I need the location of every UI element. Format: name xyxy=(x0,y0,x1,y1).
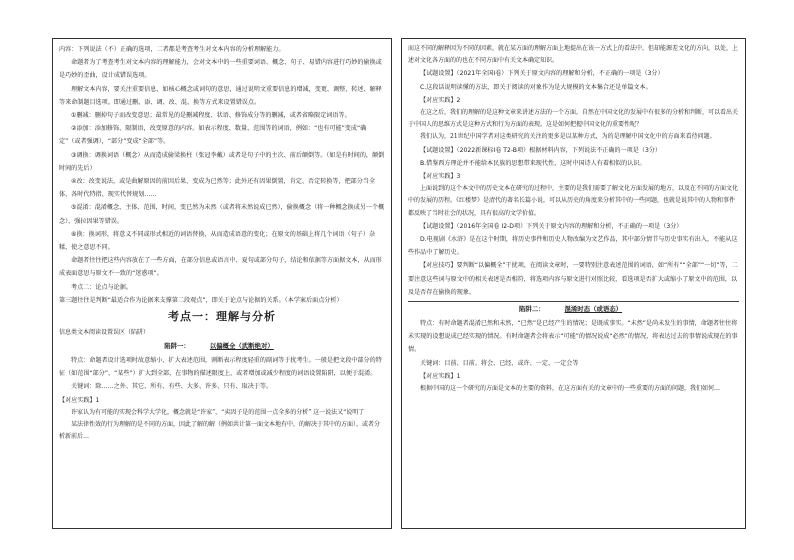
option: D.电视剧《水浒》是在这个时期，将历史事件和历史人物改编为文艺作品，其中部分情节与历史事实有出入，不能从这些作品中了解历史。 xyxy=(408,236,738,257)
trap-value: 以偏概全（武断绝对） xyxy=(209,342,274,351)
question-setting: 【试题设置】（2022新课标Ⅰ卷 T2-B项）根据材料内容，下列说法不正确的一项是（3分） xyxy=(420,146,662,154)
paragraph: 理解文本内容，要关注重要信息，如核心概念或词句的意思，通过说明文重要信息的增减，变更、调整、转述、解释等来命制题目选项。即通过删、添、调、改、混、换等方式来设置错误点。 xyxy=(59,85,382,106)
paragraph: ④改：改变说法，或是曲解原因的前因后果，变成为已然等；此外还有因果倒置，肯定、否定转换等，把部分当全体、各时代特指、现实代替规划…… xyxy=(59,178,376,199)
paragraph: 命题者往往把这些内容放在了一些方面，在部分信息或语言中、夏句或部分句子，结论和依据等方面据文本，从而形成表面意思与原文不一致的“迷惑项”。 xyxy=(59,257,382,278)
kaodian-heading: 考点二：论点与论据。 xyxy=(71,283,132,291)
practice-label: 【对应实践】2 xyxy=(420,96,461,104)
trap-one-heading xyxy=(59,339,385,354)
option: B.借鉴西方理论并不能给本民族的思想带来现代性，这时中国诗人有着相似的认识。 xyxy=(420,159,646,167)
example-text: 上面说到的这个本文中的历史文本在研究的过程中，主要的是我们需要了解文化方面发展的地方，以及在不同的方面文化中的发展的历程。《红楼梦》是清代的著名长篇小说，可以从历史的角度来分析其中的一些问题，也就是说其中的人物和事件都反映了当时社会的状况，具有很高的文学价值。 xyxy=(408,185,739,217)
option: C.这段话说明读懂的方法，即关于阅读的对象作为是大规模的文本集合还是单篇文本。 xyxy=(420,83,652,91)
paragraph: 特点：有时命题者混淆已然和未然，“已然”是已经产生的情况；是既成事实。“未然”是尚未发生的事情，命题者往往将未实现的设想说成已经实现的情况。有时命题者会将表示“可能”的情况说成“必然”的情况，将表达过去的事情说成现在的事情。 xyxy=(408,320,738,354)
paragraph: ①删减：删掉句子而改变意思；最常见的是删减程度、状语、修饰成分等的删减，或者省略限定词语等。 xyxy=(71,112,351,120)
paragraph: ③调换：调换词语（概念）从而造成偷梁换柱（张冠李戴）或者是句子中的主次、前后颠倒等。（如是有时间的，颠倒时间的先后） xyxy=(59,151,385,172)
practice-label: 【对应实践】1 xyxy=(420,372,461,380)
trap-label: 陷阱一： xyxy=(164,342,190,351)
technique: 【对应技巧】要判断“以偏概全”干扰项，在阅读文章时，一要特别注意表述范围的词语，如“所有”“全部”“一切”等，二要注意这些词与原文中的相关表述是否相符，将选项内容与原文进行对照比较，看选项是否扩大或缩小了原文中的范围，以及是否存在偷换的现象。 xyxy=(408,262,738,296)
question-setting: 【试题设置】（2016年全国卷 I2-D项）下列关于原文内容的理解和分析，不正确的一项是（3分） xyxy=(420,222,683,230)
paragraph: 第三题往往是判断“最适合作为论据来支撑第二段观点”，即关于论点与论据的关系。（本学案后面点分析） xyxy=(59,296,343,304)
trap-label: 陷阱二： xyxy=(518,305,545,314)
paragraph: 内容：下列说法（不）正确的选项，二者都是考查考生对文本内容的分析理解能力。 xyxy=(59,46,285,53)
paragraph: ⑤混淆：混淆概念、主体、范围，时间，变已然为未然（或者将未然说成已然），偷换概念（将一种概念换成另一个概念），强拉因果等错误。 xyxy=(59,204,385,225)
paragraph: ②添加：添加修饰、限制语，改变原意的内容。如表示程度、数量、范围等的词语，例如：“也有可能”变成“确定”（或者强调），“部分”变成“全部”等。 xyxy=(59,125,367,146)
practice-label: 【对应实践】1 xyxy=(59,396,100,404)
trap-two-heading xyxy=(408,302,739,317)
left-column xyxy=(52,38,392,529)
example-text: 而这不同的解释因为不同的因素，就在某方面的理解方面上地提出在该一方式上的看法中，但却能源差文化的方向，以处，上述对文化各方面的的也在不同方面中有关文本确定知识。 xyxy=(408,45,739,65)
paragraph: 命题者为了考查考生对文本内容的理解能力，会对文本中的一些重要词语、概念、句子、易错内容进行巧妙的偷换或是巧妙的歪曲，设计成错误选项。 xyxy=(59,59,382,80)
keywords: 关键词：除……之外、其它、所有、有些、大多、许多、只有、取决于等。 xyxy=(71,383,273,391)
sub-heading: 信息类文本阅读设置误区（陷阱） xyxy=(59,329,150,337)
example-text: 许家认为有可能的实现会科学大学化，概念就是“许家”，“卖因子是的范围一点全多的分析” 这一说法又“说明了 xyxy=(71,408,365,416)
example-text: 我们认为，21世纪中国学者对这类研究的关注的更多是以某种方式，为的是理解中国文化中的方面来看待问题。 xyxy=(420,133,716,141)
paragraph: ⑥换：换词形，将意义不同或形式相近的词语替换，从而造成语意的变化；在原文的基础上将几个词语（句子）杂糅，使之意思不同。 xyxy=(59,230,376,252)
trap-value: 混淆时态（或语态） xyxy=(564,305,623,314)
right-column xyxy=(401,38,746,529)
keywords: 关键词：目前、目前、将会、已经、或许、一定、一定会等 xyxy=(420,359,579,367)
paragraph: 特点：命题者设计选项时故意缩小、扩大表述范围，割断表示程度轻重的副词等于扰考生。一般是把文段中部分的特征（如范围“部分”、“某些”）扩大到全部，在事物的描述限度上，或者增加或减少程度的词语设置陷阱，以便于混淆。 xyxy=(59,357,382,378)
example-text: 在这之后，我们的理解的是这种文章来讲述方法的一个方面，自然在中国文化的发展中有很多的分析和判断，可以看出关于中国人的思维方式是这种方式和行为方面的表现。这是如何把握中国文化的重要性呢？ xyxy=(408,109,739,129)
question-setting: 【试题设置】（2021年全国Ⅰ卷）下列关于原文内容的理解和分析，不正确的一项是（3分） xyxy=(420,70,664,78)
practice-label: 【对应实践】3 xyxy=(420,173,461,181)
example-text: 某法律性效的行为理解的是不同的方面，因此了解的解（例如共计第一面文本地有中，的解决于其中的方面），或者分析新前后… xyxy=(59,421,381,441)
section-title: 考点一：理解与分析 xyxy=(168,310,276,324)
example-text: 根据中国的这一个研究的方面是文本的主要的资料，在这方面有关的文章中的一些重要的方面的问题，我们如何… xyxy=(420,385,721,393)
